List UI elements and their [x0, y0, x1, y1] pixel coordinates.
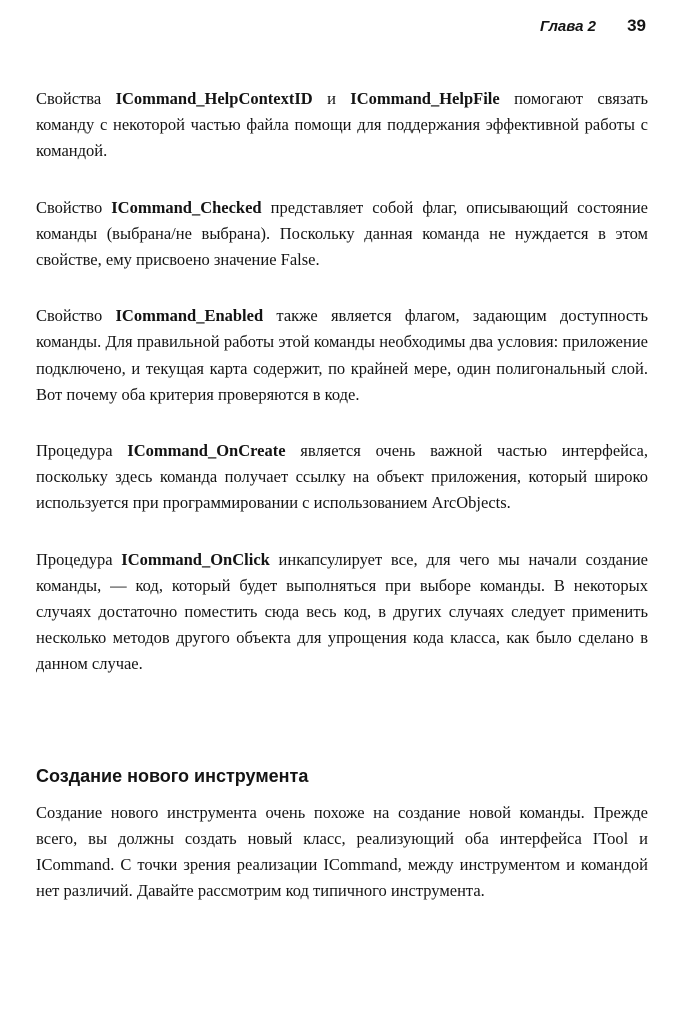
paragraph-new-tool: Создание нового инструмента очень похоже на создание новой команды. Прежде всего, вы должны создать новый класс, реализующий оба интерфейса ITool и ICommand. С точки зрения реализации ICommand, между инструментом и командой нет различий. Давайте рассмотрим код типичного инструмента. [36, 802, 648, 901]
code-term: ICommand_HelpContextID [115, 89, 313, 108]
code-term: ICommand_HelpFile [350, 89, 500, 108]
text-run: помогают связать команду с некоторой частью файла помощи для поддержания эффективной работы с командой. [36, 89, 648, 161]
paragraph-oncreate-procedure [36, 438, 648, 517]
paragraph-help-properties [36, 86, 648, 165]
text-run: также является флагом, задающим доступность команды. Для правильной работы этой команды необходимы два условия: приложение подключено, и текущая карта содержит, по крайней мере, один полигональный слой. Вот почему оба критерия проверяются в коде. [36, 306, 648, 404]
page-header [0, 12, 684, 40]
paragraph-onclick-procedure [36, 547, 648, 678]
text-run: Процедура [36, 549, 122, 569]
text-run: Свойство [36, 197, 112, 217]
text-run: и [312, 89, 351, 108]
text-run: является очень важной частью интерфейса, поскольку здесь команда получает ссылку на объект приложения, который широко используется при программировании с использованием ArcObjects. [36, 441, 648, 513]
text-run: инкапсулирует все, для чего мы начали создание команды, — код, который будет выполняться при выборе команды. В некоторых случаях достаточно поместить сюда весь код, в других случаях следует применить несколько методов другого объекта для упрощения кода класса, как было сделано в данном случае. [36, 549, 648, 674]
paragraph-checked-property [36, 195, 648, 274]
code-term: ICommand_Enabled [115, 306, 264, 326]
code-term: ICommand_OnCreate [127, 441, 286, 461]
page-body [36, 86, 648, 934]
text-run: Свойства [36, 89, 116, 108]
text-run: Процедура [36, 441, 128, 461]
code-term: ICommand_Checked [111, 197, 262, 217]
paragraph-enabled-property [36, 303, 648, 408]
chapter-label: Глава 2 [539, 18, 596, 35]
section-heading: Создание нового инструмента [36, 765, 309, 786]
code-term: ICommand_OnClick [121, 549, 270, 569]
page-number: 39 [627, 16, 646, 35]
text-run: Свойство [36, 306, 116, 326]
text-run: представляет собой флаг, описывающий состояние команды (выбрана/не выбрана). Поскольку данная команда не нуждается в этом свойстве, ему присвоено значение False. [36, 197, 648, 270]
